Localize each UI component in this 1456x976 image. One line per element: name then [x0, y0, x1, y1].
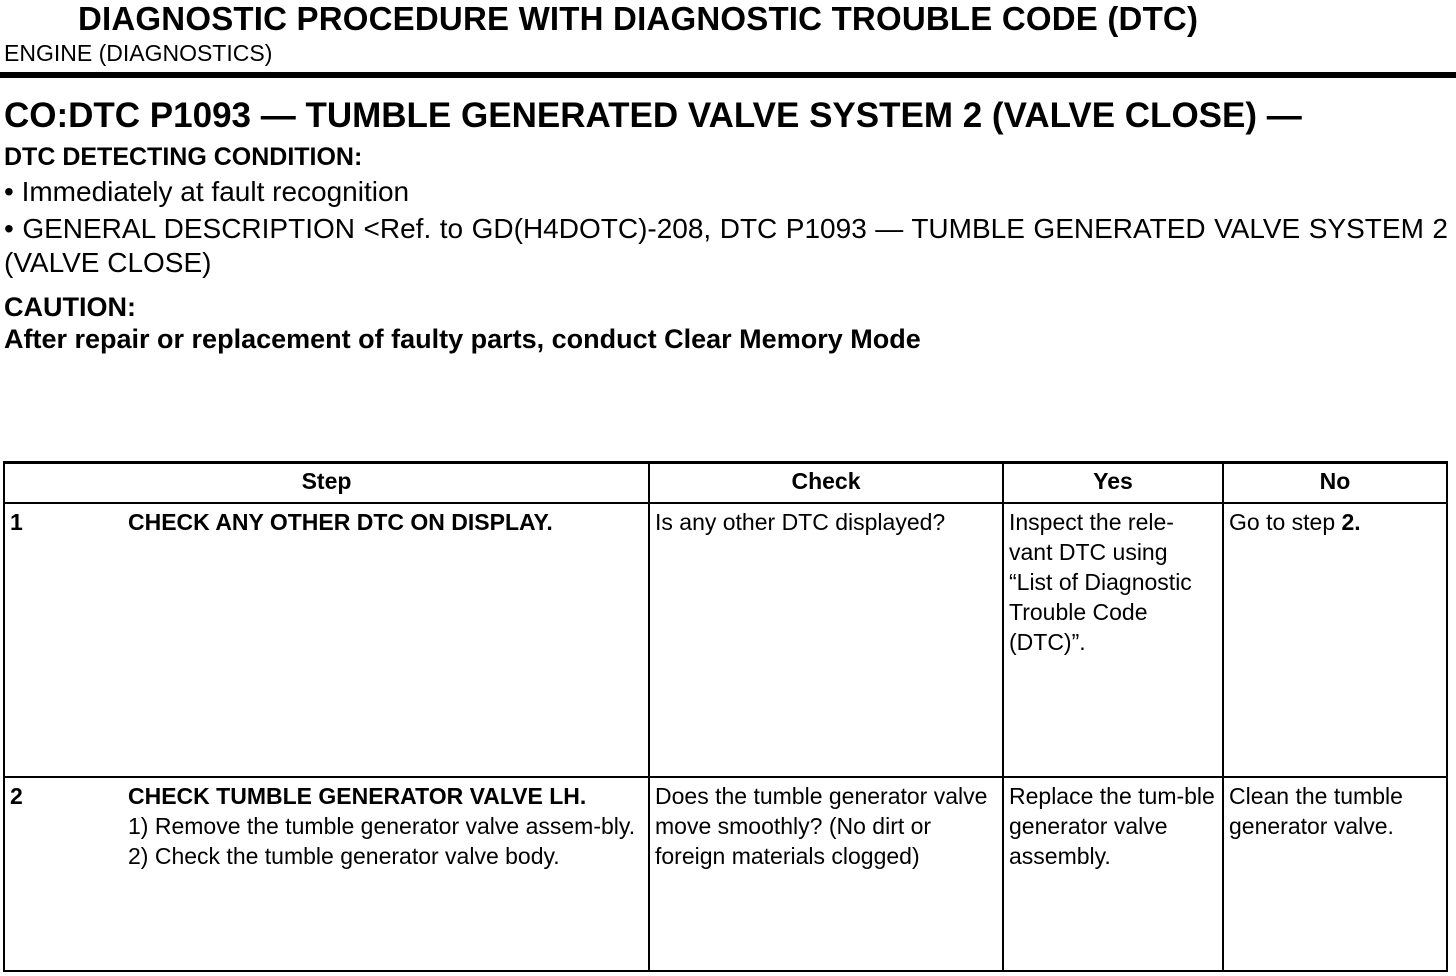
general-description-bullet: • GENERAL DESCRIPTION <Ref. to GD(H4DOTC)-208, DTC P1093 — TUMBLE GENERATED VALVE SYSTEM 2 (VALVE CLOSE) [4, 213, 1448, 278]
step-title: CHECK ANY OTHER DTC ON DISPLAY. [128, 509, 553, 535]
column-header-step: Step [4, 463, 649, 504]
step-title: CHECK TUMBLE GENERATOR VALVE LH. [128, 783, 587, 809]
yes-cell: Replace the tum-ble generator valve assembly. [1003, 777, 1223, 971]
table-row [4, 777, 1447, 971]
no-cell-text: Go to step [1229, 509, 1342, 535]
caution-text: After repair or replacement of faulty parts, conduct Clear Memory Mode [4, 324, 921, 354]
caution-heading: CAUTION: [4, 292, 136, 322]
column-header-check: Check [649, 463, 1003, 504]
step-cell [4, 777, 649, 971]
column-header-yes: Yes [1003, 463, 1223, 504]
step-detail: 2) Check the tumble generator valve body. [128, 843, 560, 869]
dtc-title: CO:DTC P1093 — TUMBLE GENERATED VALVE SYSTEM 2 (VALVE CLOSE) — [4, 96, 1302, 135]
diagnostic-steps-table [3, 461, 1448, 972]
page-header-title: DIAGNOSTIC PROCEDURE WITH DIAGNOSTIC TROUBLE CODE (DTC) [78, 0, 1199, 37]
goto-step-ref: 2. [1341, 509, 1361, 535]
step-number: 1 [10, 509, 23, 535]
no-cell [1223, 503, 1447, 777]
check-cell: Is any other DTC displayed? [649, 503, 1003, 777]
page-header-subtitle: ENGINE (DIAGNOSTICS) [4, 40, 273, 66]
table-row [4, 503, 1447, 777]
table-header-row [4, 463, 1447, 504]
no-cell: Clean the tumble generator valve. [1223, 777, 1447, 971]
column-header-no: No [1223, 463, 1447, 504]
header-divider [0, 72, 1456, 78]
yes-cell: Inspect the rele-vant DTC using “List of Diagnostic Trouble Code (DTC)”. [1003, 503, 1223, 777]
detecting-condition-heading: DTC DETECTING CONDITION: [4, 143, 363, 171]
step-detail: 1) Remove the tumble generator valve assem-bly. [128, 813, 636, 839]
step-number: 2 [10, 783, 23, 809]
condition-bullet: • Immediately at fault recognition [4, 176, 410, 207]
check-cell: Does the tumble generator valve move smoothly? (No dirt or foreign materials clogged) [649, 777, 1003, 971]
step-cell [4, 503, 649, 777]
